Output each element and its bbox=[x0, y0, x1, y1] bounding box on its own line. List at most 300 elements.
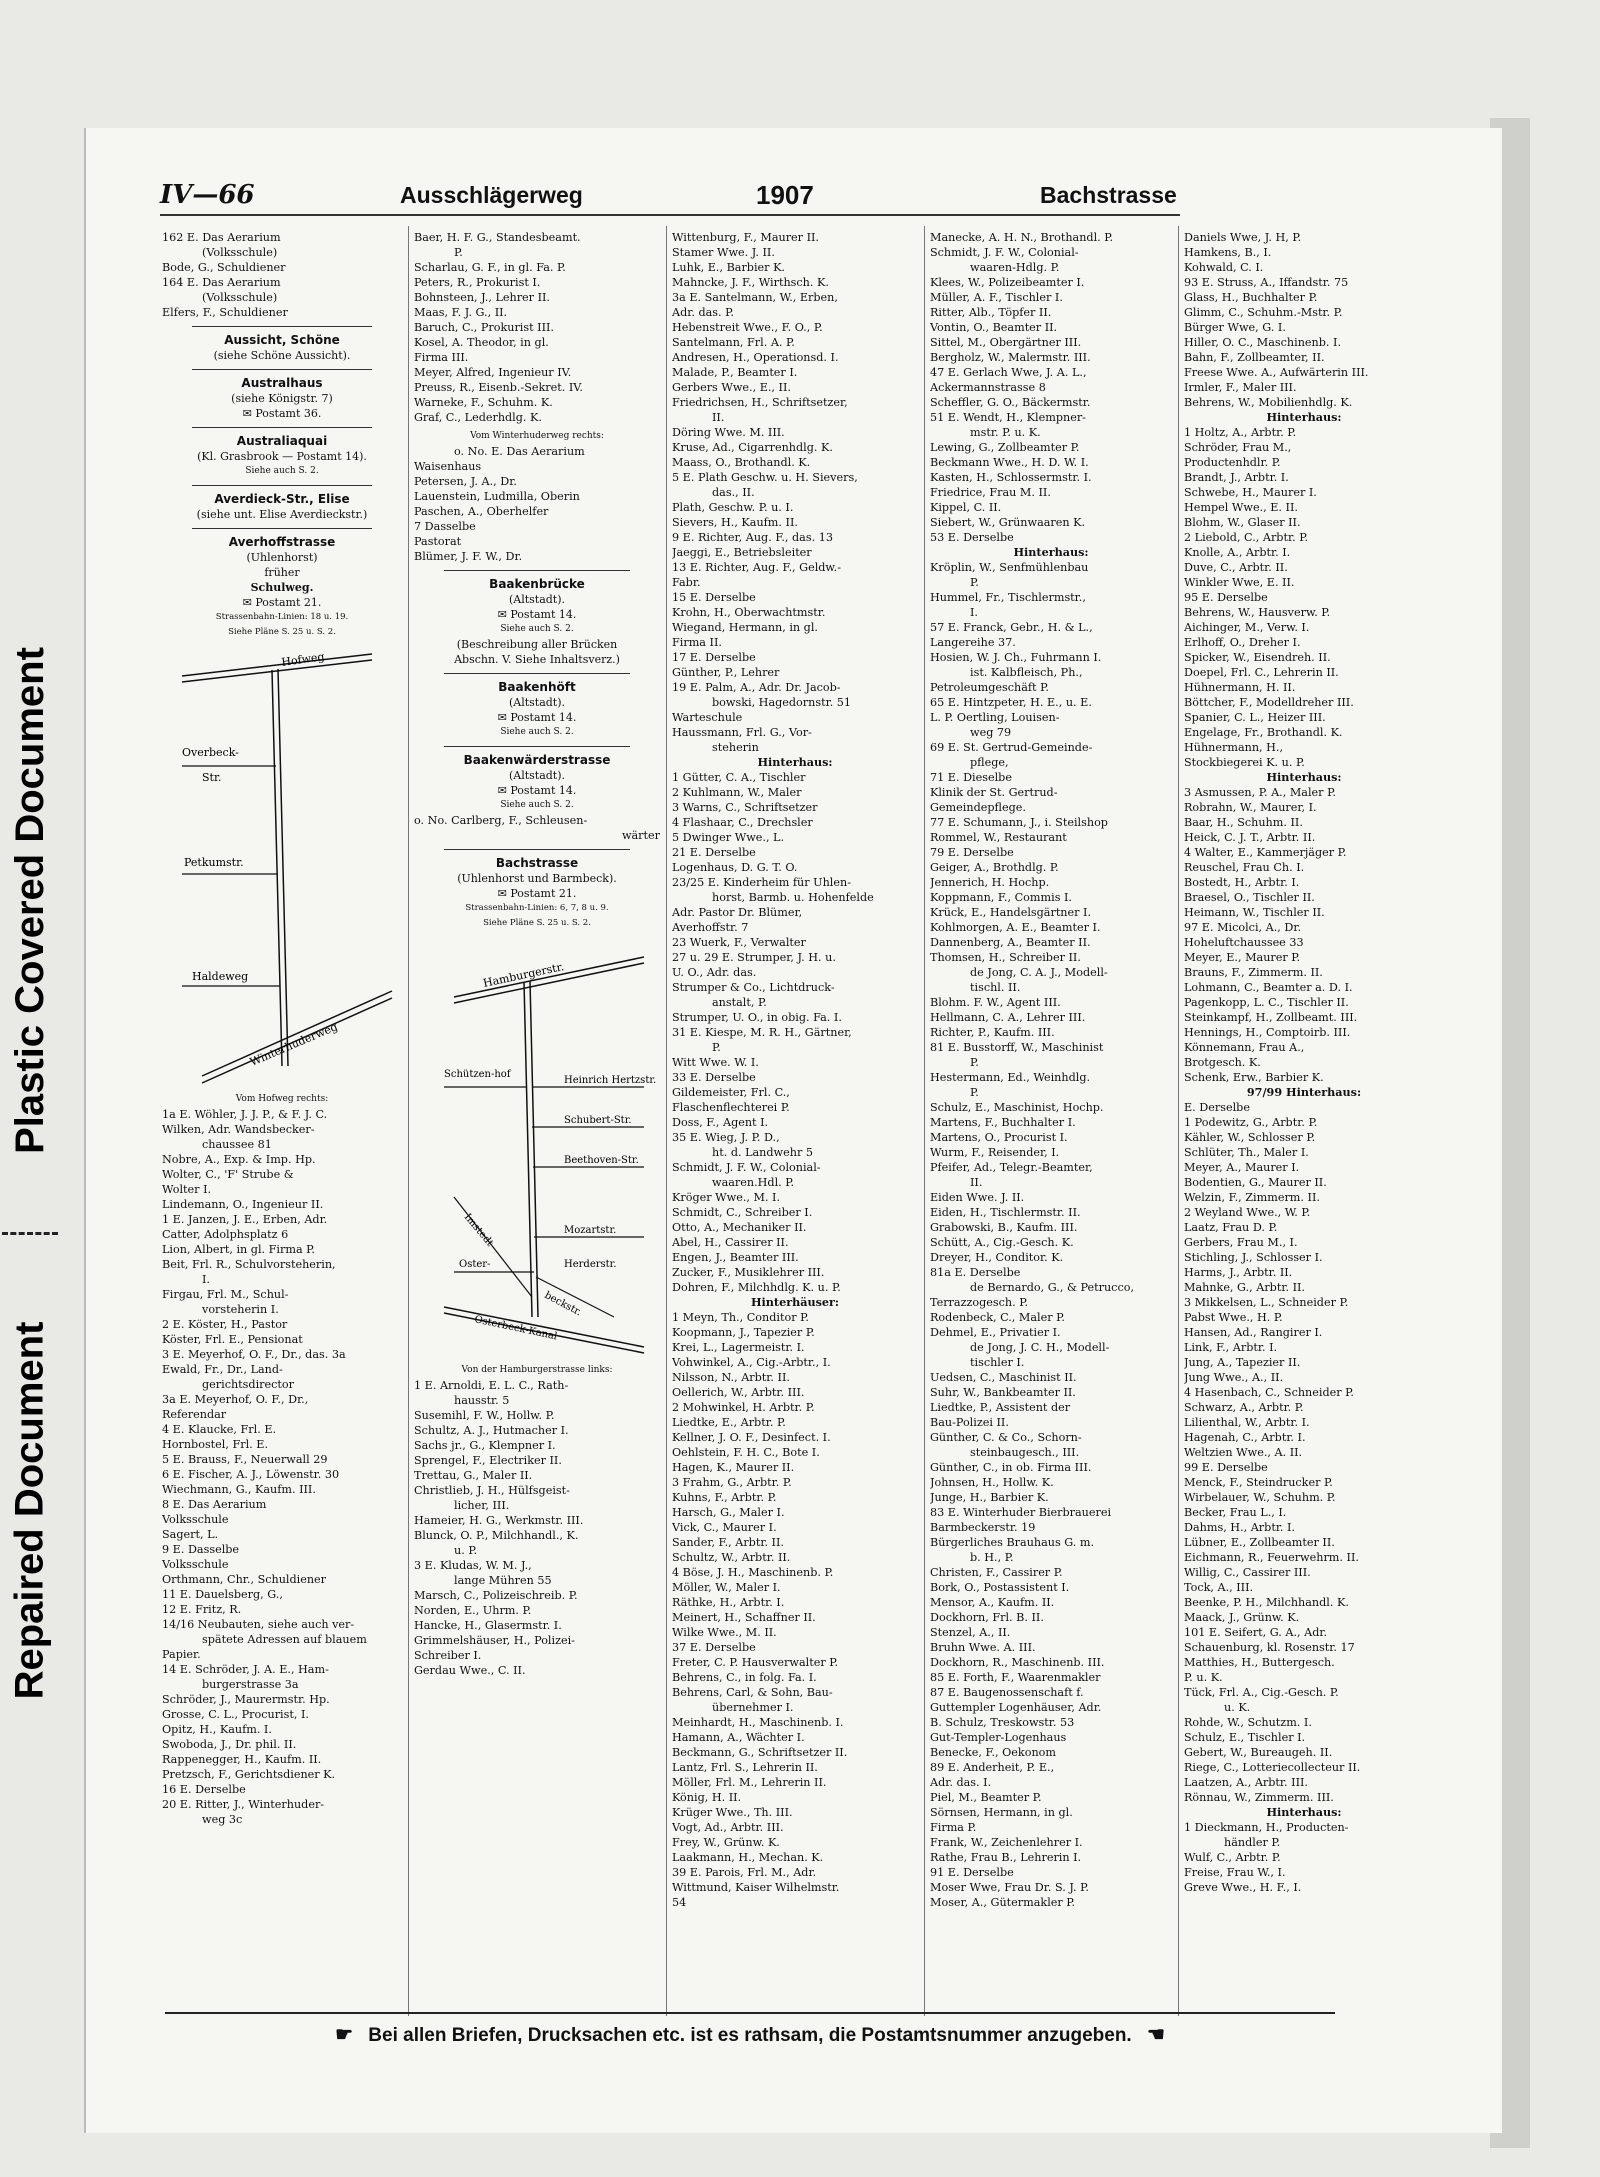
list-item: spätete Adressen auf blauem bbox=[202, 1633, 367, 1646]
list-item: Malade, P., Beamter I. bbox=[672, 366, 798, 379]
list-item: P. u. K. bbox=[1184, 1671, 1223, 1684]
list-item: 71 E. Dieselbe bbox=[930, 771, 1012, 784]
list-item: 6 E. Fischer, A. J., Löwenstr. 30 bbox=[162, 1468, 340, 1481]
list-item: Kellner, J. O. F., Desinfect. I. bbox=[672, 1431, 831, 1444]
resident-list bbox=[414, 1378, 660, 1678]
section-rule bbox=[444, 570, 630, 571]
list-item: Kohlmorgen, A. E., Beamter I. bbox=[930, 921, 1101, 934]
list-item: Kippel, C. II. bbox=[930, 501, 1002, 514]
list-item: Preuss, R., Eisenb.-Sekret. IV. bbox=[414, 381, 583, 394]
list-item: Hamann, A., Wächter I. bbox=[672, 1731, 805, 1744]
averhoff-street-map bbox=[162, 646, 402, 1086]
list-item: E. Derselbe bbox=[1184, 1101, 1250, 1114]
list-item: de Jong, C. A. J., Modell- bbox=[970, 966, 1108, 979]
postamt-icon: ✉ bbox=[242, 596, 256, 609]
list-item: P. bbox=[970, 576, 979, 589]
list-item: 2 Mohwinkel, H. Arbtr. P. bbox=[672, 1401, 815, 1414]
svg-text:Schubert-Str.: Schubert-Str. bbox=[564, 1115, 632, 1126]
list-item: Menck, F., Steindrucker P. bbox=[1184, 1476, 1333, 1489]
list-item: Ewald, Fr., Dr., Land- bbox=[162, 1363, 283, 1376]
list-item: Firma P. bbox=[930, 1821, 977, 1834]
column-3 bbox=[672, 230, 918, 2015]
list-item: Dohren, F., Milchhdlg. K. u. P. bbox=[672, 1281, 841, 1294]
list-item: bowski, Hagedornstr. 51 bbox=[712, 696, 852, 709]
resident-list bbox=[930, 230, 1172, 1910]
svg-text:Hamburgerstr.: Hamburgerstr. bbox=[481, 960, 566, 990]
list-item: 4 Böse, J. H., Maschinenb. P. bbox=[672, 1566, 834, 1579]
list-item: Koppmann, F., Commis I. bbox=[930, 891, 1072, 904]
list-item: Kuhns, F., Arbtr. P. bbox=[672, 1491, 777, 1504]
list-item: 21 E. Derselbe bbox=[672, 846, 756, 859]
list-item: Behrens, Carl, & Sohn, Bau- bbox=[672, 1686, 833, 1699]
list-item: Hiller, O. C., Maschinenb. I. bbox=[1184, 336, 1341, 349]
resident-list bbox=[672, 230, 918, 1910]
list-item: Jung Wwe., A., II. bbox=[1184, 1371, 1284, 1384]
list-item: Schulz, E., Tischler I. bbox=[1184, 1731, 1306, 1744]
street-heading: Australhaus bbox=[241, 376, 323, 390]
section-rule bbox=[192, 485, 372, 486]
list-item: 3a E. Santelmann, W., Erben, bbox=[672, 291, 838, 304]
svg-text:Overbeck-: Overbeck- bbox=[182, 746, 239, 759]
list-item: Kasten, H., Schlossermstr. I. bbox=[930, 471, 1092, 484]
list-item: Krück, E., Handelsgärtner I. bbox=[930, 906, 1092, 919]
list-item: Maack, J., Grünw. K. bbox=[1184, 1611, 1300, 1624]
street-heading: Bachstrasse bbox=[495, 856, 579, 870]
list-item: Wilke Wwe., M. II. bbox=[672, 1626, 777, 1639]
list-item: Könnemann, Frau A., bbox=[1184, 1041, 1305, 1054]
street-heading: Averhoffstrasse bbox=[228, 535, 336, 549]
list-item: 164 E. Das Aerarium bbox=[162, 276, 281, 289]
list-item: Engen, J., Beamter III. bbox=[672, 1251, 799, 1264]
column-divider bbox=[408, 226, 409, 2016]
list-item: chaussee 81 bbox=[202, 1138, 272, 1151]
list-item: Vohwinkel, A., Cig.-Arbtr., I. bbox=[672, 1356, 831, 1369]
list-item: Aichinger, M., Verw. I. bbox=[1184, 621, 1310, 634]
list-item: König, H. II. bbox=[672, 1791, 742, 1804]
list-item: (Volksschule) bbox=[202, 246, 278, 259]
list-item: Liedtke, E., Arbtr. P. bbox=[672, 1416, 786, 1429]
list-item: Baer, H. F. G., Standesbeamt. bbox=[414, 231, 581, 244]
list-item: Robrahn, W., Maurer, I. bbox=[1184, 801, 1317, 814]
list-item: Schlüter, Th., Maler I. bbox=[1184, 1146, 1309, 1159]
list-item: Sittel, M., Obergärtner III. bbox=[930, 336, 1082, 349]
list-item: Heimann, W., Tischler II. bbox=[1184, 906, 1325, 919]
list-item: Catter, Adolphsplatz 6 bbox=[162, 1228, 289, 1241]
postamt-line: ✉ Postamt 14. bbox=[497, 608, 577, 621]
list-item: wärter bbox=[621, 829, 660, 842]
map-reference: Siehe Pläne S. 25 u. S. 2. bbox=[228, 627, 336, 637]
list-item: Suhr, W., Bankbeamter II. bbox=[930, 1386, 1076, 1399]
list-item: Friedrichsen, H., Schriftsetzer, bbox=[672, 396, 848, 409]
list-item: Schmidt, J. F. W., Colonial- bbox=[930, 246, 1079, 259]
list-item: Hestermann, Ed., Weinhdlg. bbox=[930, 1071, 1091, 1084]
list-item: Sander, F., Arbtr. II. bbox=[672, 1536, 784, 1549]
list-item: 81 E. Busstorff, W., Maschinist bbox=[930, 1041, 1104, 1054]
street-note: (Altstadt). bbox=[508, 769, 566, 782]
list-item: Gerdau Wwe., C. II. bbox=[414, 1664, 526, 1677]
list-item: U. O., Adr. das. bbox=[672, 966, 757, 979]
list-item: Maass, O., Brothandl. K. bbox=[672, 456, 811, 469]
list-item: 5 Dwinger Wwe., L. bbox=[672, 831, 785, 844]
list-item: 5 E. Plath Geschw. u. H. Sievers, bbox=[672, 471, 858, 484]
list-item: Stamer Wwe. J. II. bbox=[672, 246, 775, 259]
list-item: Sachs jr., G., Klempner I. bbox=[414, 1439, 556, 1452]
list-item: Brotgesch. K. bbox=[1184, 1056, 1261, 1069]
map-reference: Siehe Pläne S. 25 u. S. 2. bbox=[483, 918, 591, 928]
list-item: 95 E. Derselbe bbox=[1184, 591, 1268, 604]
list-item: 83 E. Winterhuder Bierbrauerei bbox=[930, 1506, 1112, 1519]
pointing-hand-left-icon: ☛ bbox=[335, 2024, 353, 2046]
list-item: Gerbers, Frau M., I. bbox=[1184, 1236, 1298, 1249]
list-item: o. No. E. Das Aerarium bbox=[454, 445, 585, 458]
list-item: Kohwald, C. I. bbox=[1184, 261, 1264, 274]
list-item: Petroleumgeschäft P. bbox=[930, 681, 1049, 694]
list-item: 1 Podewitz, G., Arbtr. P. bbox=[1184, 1116, 1318, 1129]
list-item: Waisenhaus bbox=[414, 460, 482, 473]
list-item: Riege, C., Lotteriecollecteur II. bbox=[1184, 1761, 1361, 1774]
list-item: Behrens, W., Hausverw. P. bbox=[1184, 606, 1331, 619]
list-item: Friedrice, Frau M. II. bbox=[930, 486, 1051, 499]
list-item: Christen, F., Cassirer P. bbox=[930, 1566, 1063, 1579]
list-item: Bau-Polizei II. bbox=[930, 1416, 1009, 1429]
list-item: 4 Walter, E., Kammerjäger P. bbox=[1184, 846, 1347, 859]
list-item: Doepel, Frl. C., Lehrerin II. bbox=[1184, 666, 1339, 679]
list-item: 1 Holtz, A., Arbtr. P. bbox=[1184, 426, 1297, 439]
list-item: Döring Wwe. M. III. bbox=[672, 426, 785, 439]
list-item: Lübner, E., Zollbeamter II. bbox=[1184, 1536, 1335, 1549]
svg-text:Herderstr.: Herderstr. bbox=[564, 1259, 617, 1270]
list-item: Hameier, H. G., Werkmstr. III. bbox=[414, 1514, 584, 1527]
list-item: Gerbers Wwe., E., II. bbox=[672, 381, 791, 394]
list-item: Mensor, A., Kaufm. II. bbox=[930, 1596, 1055, 1609]
list-item: waaren.Hdl. P. bbox=[712, 1176, 795, 1189]
list-item: Nobre, A., Exp. & Imp. Hp. bbox=[162, 1153, 316, 1166]
list-item: L. P. Oertling, Louisen- bbox=[930, 711, 1060, 724]
list-item: II. bbox=[970, 1176, 983, 1189]
list-item: tischl. II. bbox=[970, 981, 1021, 994]
list-item: Hoheluftchaussee 33 bbox=[1184, 936, 1304, 949]
list-item: Gildemeister, Frl. C., bbox=[672, 1086, 790, 1099]
list-item: 4 Hasenbach, C., Schneider P. bbox=[1184, 1386, 1354, 1399]
list-item: Schultz, W., Arbtr. II. bbox=[672, 1551, 791, 1564]
list-item: Averhoffstr. 7 bbox=[672, 921, 749, 934]
list-item: Freese Wwe. A., Aufwärterin III. bbox=[1184, 366, 1369, 379]
list-item: licher, III. bbox=[454, 1499, 510, 1512]
list-item: Ritter, Alb., Töpfer II. bbox=[930, 306, 1052, 319]
list-item: Greve Wwe., H. F., I. bbox=[1184, 1881, 1302, 1894]
list-item: Oellerich, W., Arbtr. III. bbox=[672, 1386, 805, 1399]
list-item: Bodentien, G., Maurer II. bbox=[1184, 1176, 1327, 1189]
list-item: Abel, H., Cassirer II. bbox=[672, 1236, 789, 1249]
list-item: P. bbox=[454, 246, 463, 259]
postamt-icon: ✉ bbox=[497, 711, 511, 724]
list-item: Firma II. bbox=[672, 636, 722, 649]
list-item: 2 Kuhlmann, W., Maler bbox=[672, 786, 802, 799]
list-item: Laatz, Frau D. P. bbox=[1184, 1221, 1278, 1234]
list-item: Stockbiegerei K. u. P. bbox=[1184, 756, 1305, 769]
list-item: Sprengel, F., Electriker II. bbox=[414, 1454, 562, 1467]
list-item: 79 E. Derselbe bbox=[930, 846, 1014, 859]
list-item: Behrens, W., Mobilienhdlg. K. bbox=[1184, 396, 1353, 409]
list-item: Pagenkopp, L. C., Tischler II. bbox=[1184, 996, 1349, 1009]
list-item: Paschen, A., Oberhelfer bbox=[414, 505, 549, 518]
section-rule bbox=[192, 369, 372, 370]
list-item: Hinterhaus: bbox=[1266, 770, 1342, 784]
list-item: vorsteherin I. bbox=[202, 1303, 279, 1316]
list-item: Duve, C., Arbtr. II. bbox=[1184, 561, 1288, 574]
list-item: b. H., P. bbox=[970, 1551, 1014, 1564]
list-item: Sörnsen, Hermann, in gl. bbox=[930, 1806, 1073, 1819]
list-item: Maas, F. J. G., II. bbox=[414, 306, 508, 319]
list-item: 77 E. Schumann, J., i. Steilshop bbox=[930, 816, 1108, 829]
list-item: Hennings, H., Comptoirb. III. bbox=[1184, 1026, 1351, 1039]
list-item: 89 E. Anderheit, P. E., bbox=[930, 1761, 1055, 1774]
top-entries-list bbox=[162, 230, 402, 320]
list-item: 33 E. Derselbe bbox=[672, 1071, 756, 1084]
list-item: Wiegand, Hermann, in gl. bbox=[672, 621, 818, 634]
list-item: Engelage, Fr., Brothandl. K. bbox=[1184, 726, 1343, 739]
list-item: Warneke, F., Schuhm. K. bbox=[414, 396, 553, 409]
list-item: Opitz, H., Kaufm. I. bbox=[162, 1723, 272, 1736]
list-item: I. bbox=[970, 606, 978, 619]
column-5 bbox=[1184, 230, 1424, 2015]
list-item: Schwarz, A., Arbtr. P. bbox=[1184, 1401, 1304, 1414]
list-item: Pabst Wwe., H. P. bbox=[1184, 1311, 1283, 1324]
resident-list bbox=[414, 444, 660, 564]
list-item: 87 E. Baugenossenschaft f. bbox=[930, 1686, 1084, 1699]
see-also: Siehe auch S. 2. bbox=[500, 727, 574, 737]
list-item: 20 E. Ritter, J., Winterhuder- bbox=[162, 1798, 325, 1811]
svg-text:Heinrich Hertzstr.: Heinrich Hertzstr. bbox=[564, 1075, 657, 1086]
list-item: Wittenburg, F., Maurer II. bbox=[672, 231, 819, 244]
list-item: Pastorat bbox=[414, 535, 462, 548]
list-item: pflege, bbox=[970, 756, 1009, 769]
list-item: 97/99 Hinterhaus: bbox=[1246, 1085, 1362, 1099]
repaired-document-label: Repaired Document bbox=[7, 1321, 52, 1699]
list-item: Laatzen, A., Arbtr. III. bbox=[1184, 1776, 1308, 1789]
list-item: weg 79 bbox=[970, 726, 1012, 739]
header-left-street: Ausschlägerweg bbox=[400, 182, 583, 208]
street-note: (Altstadt). bbox=[508, 696, 566, 709]
list-item: händler P. bbox=[1224, 1836, 1281, 1849]
list-item: Strumper & Co., Lichtdruck- bbox=[672, 981, 835, 994]
list-item: Elfers, F., Schuldiener bbox=[162, 306, 288, 319]
list-item: 23 Wuerk, F., Verwalter bbox=[672, 936, 806, 949]
list-item: Knolle, A., Arbtr. I. bbox=[1184, 546, 1291, 559]
street-note: (siehe Königstr. 7) bbox=[231, 392, 333, 405]
list-item: Irmler, F., Maler III. bbox=[1184, 381, 1297, 394]
list-item: tischler I. bbox=[970, 1356, 1025, 1369]
list-item: Hempel Wwe., E. II. bbox=[1184, 501, 1298, 514]
list-item: 9 E. Dasselbe bbox=[162, 1543, 240, 1556]
list-item: Stenzel, A., II. bbox=[930, 1626, 1011, 1639]
list-item: Kröger Wwe., M. I. bbox=[672, 1191, 781, 1204]
list-item: Benecke, F., Oekonom bbox=[930, 1746, 1056, 1759]
list-item: Langereihe 37. bbox=[930, 636, 1016, 649]
list-item: 162 E. Das Aerarium bbox=[162, 231, 281, 244]
list-item: 4 E. Klaucke, Frl. E. bbox=[162, 1423, 277, 1436]
list-item: Baruch, C., Prokurist III. bbox=[414, 321, 554, 334]
list-item: Krei, L., Lagermeistr. I. bbox=[672, 1341, 805, 1354]
list-item: Moser Wwe, Frau Dr. S. J. P. bbox=[930, 1881, 1089, 1894]
list-item: Schauenburg, kl. Rosenstr. 17 bbox=[1184, 1641, 1355, 1654]
list-item: Hornbostel, Frl. E. bbox=[162, 1438, 269, 1451]
list-item: Hebenstreit Wwe., F. O., P. bbox=[672, 321, 823, 334]
street-note: Abschn. V. Siehe Inhaltsverz.) bbox=[454, 653, 620, 666]
list-item: Schulz, E., Maschinist, Hochp. bbox=[930, 1101, 1104, 1114]
list-item: Baar, H., Schuhm. II. bbox=[1184, 816, 1303, 829]
list-item: Susemihl, F. W., Hollw. P. bbox=[414, 1409, 555, 1422]
list-item: Kröplin, W., Senfmühlenbau bbox=[930, 561, 1089, 574]
list-item: Becker, Frau L., I. bbox=[1184, 1506, 1287, 1519]
list-item: Eichmann, R., Feuerwehrm. II. bbox=[1184, 1551, 1359, 1564]
list-item: Barmbeckerstr. 19 bbox=[930, 1521, 1036, 1534]
list-item: Dehmel, E., Privatier I. bbox=[930, 1326, 1061, 1339]
list-item: Blümer, J. F. W., Dr. bbox=[414, 550, 523, 563]
list-item: 69 E. St. Gertrud-Gemeinde- bbox=[930, 741, 1093, 754]
section-rule bbox=[192, 528, 372, 529]
list-item: Hosien, W. J. Ch., Fuhrmann I. bbox=[930, 651, 1102, 664]
street-heading: Aussicht, Schöne bbox=[224, 333, 340, 347]
street-note: (Kl. Grasbrook — Postamt 14). bbox=[197, 450, 367, 463]
list-item: Räthke, H., Arbtr. I. bbox=[672, 1596, 785, 1609]
list-item: Hansen, Ad., Rangirer I. bbox=[1184, 1326, 1323, 1339]
list-item: Frank, W., Zeichenlehrer I. bbox=[930, 1836, 1083, 1849]
list-item: Blunck, O. P., Milchhandl., K. bbox=[414, 1529, 579, 1542]
list-item: Orthmann, Chr., Schuldiener bbox=[162, 1573, 327, 1586]
list-item: Bergholz, W., Malermstr. III. bbox=[930, 351, 1091, 364]
list-item: Zucker, F., Musiklehrer III. bbox=[672, 1266, 825, 1279]
list-item: Otto, A., Mechaniker II. bbox=[672, 1221, 807, 1234]
street-note: (Uhlenhorst) bbox=[246, 551, 318, 564]
list-item: Beenke, P. H., Milchhandl. K. bbox=[1184, 1596, 1349, 1609]
see-also: Siehe auch S. 2. bbox=[245, 466, 319, 476]
list-item: Guttempler Logenhäuser, Adr. bbox=[930, 1701, 1102, 1714]
list-item: ht. d. Landwehr 5 bbox=[712, 1146, 813, 1159]
see-also: Siehe auch S. 2. bbox=[500, 800, 574, 810]
list-item: Harsch, G., Maler I. bbox=[672, 1506, 785, 1519]
see-also: Siehe auch S. 2. bbox=[500, 624, 574, 634]
list-item: Schütt, A., Cig.-Gesch. K. bbox=[930, 1236, 1074, 1249]
list-item: Hummel, Fr., Tischlermstr., bbox=[930, 591, 1086, 604]
column-2 bbox=[414, 230, 660, 2015]
list-item: Böttcher, F., Modelldreher III. bbox=[1184, 696, 1354, 709]
list-item: Tück, Frl. A., Cig.-Gesch. P. bbox=[1184, 1686, 1339, 1699]
list-item: Grosse, C. L., Procurist, I. bbox=[162, 1708, 309, 1721]
list-item: 91 E. Derselbe bbox=[930, 1866, 1014, 1879]
list-item: Wiechmann, G., Kaufm. III. bbox=[162, 1483, 316, 1496]
list-item: Hagenah, C., Arbtr. I. bbox=[1184, 1431, 1306, 1444]
list-item: Mahncke, J. F., Wirthsch. K. bbox=[672, 276, 829, 289]
list-item: Dreyer, H., Conditor. K. bbox=[930, 1251, 1064, 1264]
list-item: Lilienthal, W., Arbtr. I. bbox=[1184, 1416, 1310, 1429]
postamt-icon: ✉ bbox=[497, 784, 511, 797]
list-item: Meinert, H., Schaffner II. bbox=[672, 1611, 816, 1624]
list-item: 2 Liebold, C., Arbtr. P. bbox=[1184, 531, 1309, 544]
list-item: steinbaugesch., III. bbox=[970, 1446, 1080, 1459]
section-caption: Vom Winterhuderweg rechts: bbox=[470, 431, 604, 441]
street-heading: Averdieck-Str., Elise bbox=[214, 492, 350, 506]
list-item: 3 Asmussen, P. A., Maler P. bbox=[1184, 786, 1336, 799]
list-item: 97 E. Micolci, A., Dr. bbox=[1184, 921, 1302, 934]
list-item: Spanier, C. L., Heizer III. bbox=[1184, 711, 1326, 724]
street-note: (siehe unt. Elise Averdieckstr.) bbox=[196, 508, 368, 521]
list-item: Bork, O., Postassistent I. bbox=[930, 1581, 1070, 1594]
list-item: Siebert, W., Grünwaaren K. bbox=[930, 516, 1086, 529]
list-item: 2 E. Köster, H., Pastor bbox=[162, 1318, 288, 1331]
page-footer bbox=[165, 2012, 1335, 2047]
list-item: Rönnau, W., Zimmerm. III. bbox=[1184, 1791, 1334, 1804]
list-item: 12 E. Fritz, R. bbox=[162, 1603, 242, 1616]
list-item: Schreiber I. bbox=[414, 1649, 482, 1662]
list-item: Hinterhaus: bbox=[1013, 545, 1089, 559]
list-item: Glimm, C., Schuhm.-Mstr. P. bbox=[1184, 306, 1343, 319]
list-item: Meinhardt, H., Maschinenb. I. bbox=[672, 1716, 844, 1729]
postamt-icon: ✉ bbox=[242, 407, 256, 420]
list-item: 54 bbox=[672, 1896, 687, 1909]
list-item: Witt Wwe. W. I. bbox=[672, 1056, 759, 1069]
list-item: Scharlau, G. F., in gl. Fa. P. bbox=[414, 261, 566, 274]
list-item: Hancke, H., Glasermstr. I. bbox=[414, 1619, 562, 1632]
header-year: 1907 bbox=[756, 180, 814, 210]
list-item: Adr. das. P. bbox=[672, 306, 734, 319]
postamt-line: ✉ Postamt 36. bbox=[242, 407, 322, 420]
list-item: Meyer, E., Maurer P. bbox=[1184, 951, 1301, 964]
list-item: Junge, H., Barbier K. bbox=[930, 1491, 1049, 1504]
list-item: 37 E. Derselbe bbox=[672, 1641, 756, 1654]
list-item: 3 Frahm, G., Arbtr. P. bbox=[672, 1476, 792, 1489]
list-item: Köster, Frl. E., Pensionat bbox=[162, 1333, 303, 1346]
list-item: Stichling, J., Schlosser I. bbox=[1184, 1251, 1323, 1264]
list-item: Gebert, W., Bureaugeh. II. bbox=[1184, 1746, 1333, 1759]
street-note: Schulweg. bbox=[250, 581, 314, 594]
list-item: 3 Mikkelsen, L., Schneider P. bbox=[1184, 1296, 1349, 1309]
list-item: Terrazzogesch. P. bbox=[930, 1296, 1029, 1309]
list-item: Firgau, Frl. M., Schul- bbox=[162, 1288, 289, 1301]
list-item: Eiden, H., Tischlermstr. II. bbox=[930, 1206, 1081, 1219]
list-item: gerichtsdirector bbox=[202, 1378, 294, 1391]
list-item: Tock, A., III. bbox=[1184, 1581, 1254, 1594]
list-item: 9 E. Richter, Aug. F., das. 13 bbox=[672, 531, 833, 544]
list-item: Rommel, W., Restaurant bbox=[930, 831, 1067, 844]
list-item: 101 E. Seifert, G. A., Adr. bbox=[1184, 1626, 1328, 1639]
list-item: 3a E. Meyerhof, O. F., Dr., bbox=[162, 1393, 309, 1406]
list-item: Schmidt, J. F. W., Colonial- bbox=[672, 1161, 821, 1174]
street-note: (siehe Schöne Aussicht). bbox=[213, 349, 351, 362]
list-item: 13 E. Richter, Aug. F., Geldw.- bbox=[672, 561, 842, 574]
list-item: Hühnermann, H., bbox=[1184, 741, 1284, 754]
list-item: Bürger Wwe, G. I. bbox=[1184, 321, 1286, 334]
list-item: Harms, J., Arbtr. II. bbox=[1184, 1266, 1293, 1279]
list-item: Andresen, H., Operationsd. I. bbox=[672, 351, 839, 364]
list-item: Lantz, Frl. S., Lehrerin II. bbox=[672, 1761, 818, 1774]
list-item: I. bbox=[202, 1273, 210, 1286]
list-item: Schenk, Erw., Barbier K. bbox=[1184, 1071, 1324, 1084]
list-item: Hinterhaus: bbox=[757, 755, 833, 769]
tram-lines: Strassenbahn-Linien: 6, 7, 8 u. 9. bbox=[465, 903, 609, 913]
list-item: Lewing, G., Zollbeamter P. bbox=[930, 441, 1080, 454]
list-item: 1a E. Wöhler, J. J. P., & F. J. C. bbox=[162, 1108, 328, 1121]
section-rule bbox=[444, 673, 630, 674]
svg-text:Winterhuderweg: Winterhuderweg bbox=[248, 1020, 340, 1069]
list-item: de Jong, J. C. H., Modell- bbox=[970, 1341, 1110, 1354]
list-item: Marsch, C., Polizeischreib. P. bbox=[414, 1589, 578, 1602]
list-item: steherin bbox=[712, 741, 759, 754]
list-item: Bode, G., Schuldiener bbox=[162, 261, 286, 274]
list-item: 1 Gütter, C. A., Tischler bbox=[672, 771, 806, 784]
list-item: Peters, R., Prokurist I. bbox=[414, 276, 541, 289]
list-item: Santelmann, Frl. A. P. bbox=[672, 336, 795, 349]
